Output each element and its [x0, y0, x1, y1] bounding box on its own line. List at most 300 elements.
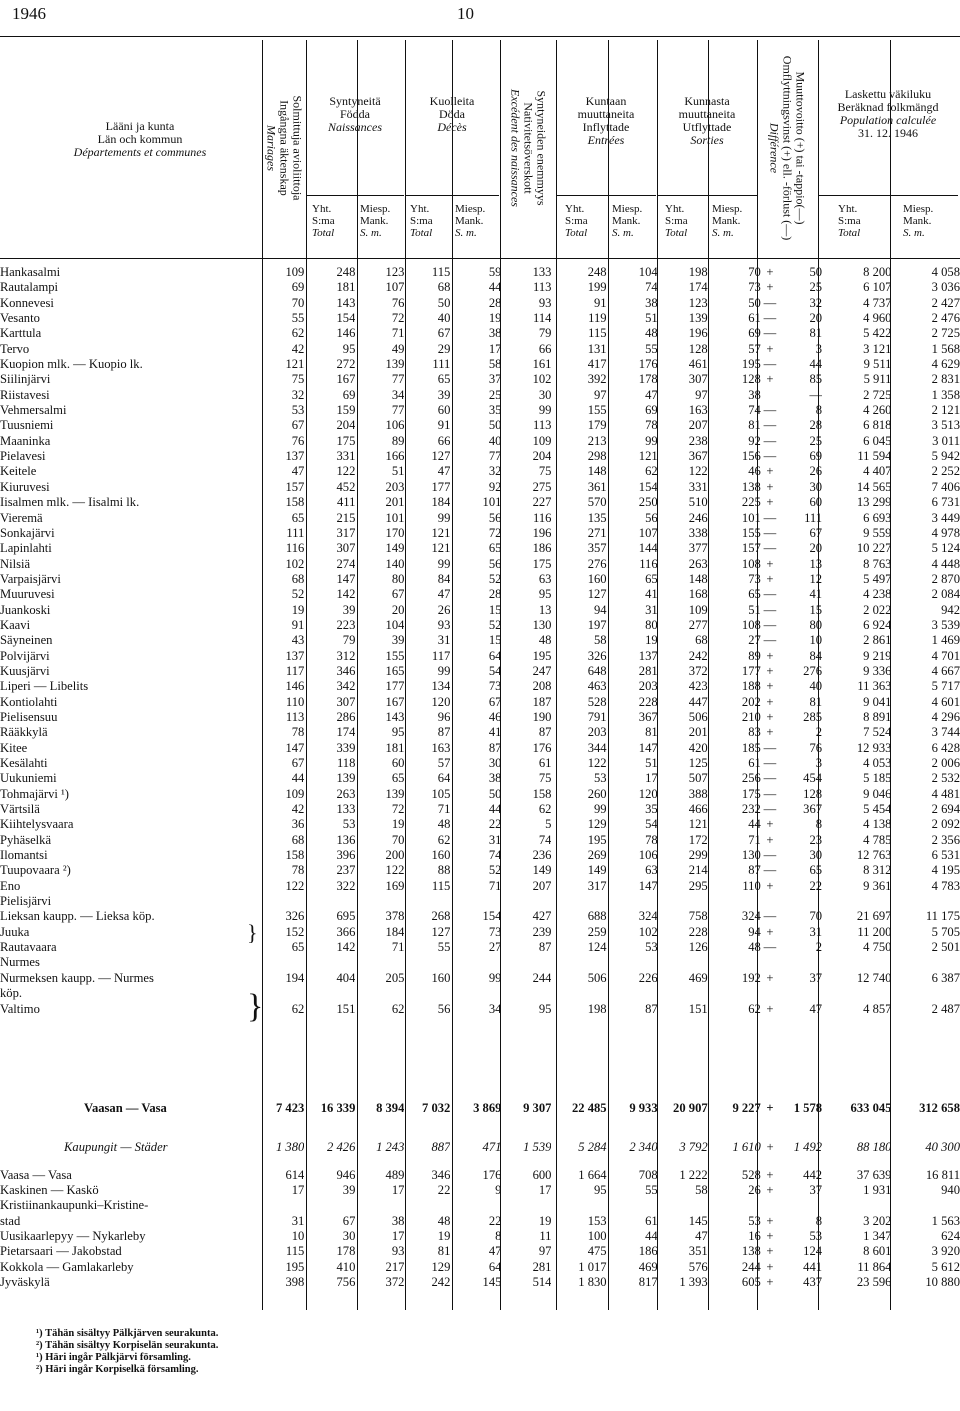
marriages-header-fr: Mariages	[264, 124, 279, 171]
page-number: 10	[457, 4, 474, 23]
net-value: 70	[809, 909, 823, 924]
in-total	[551, 1198, 606, 1213]
marriages: 147	[285, 740, 305, 755]
spacer	[0, 1116, 960, 1140]
out-header-fi: Kunnasta muuttaneita	[678, 94, 736, 121]
out-total: 372	[688, 663, 708, 678]
deaths-male: 17	[488, 341, 502, 356]
marriages: 91	[291, 617, 305, 632]
net-value: 30	[809, 479, 823, 494]
out-male: 210	[741, 709, 761, 724]
sub-miesp: Miesp.	[612, 203, 643, 215]
pop-total: 3 121	[863, 341, 892, 356]
in-header	[556, 95, 656, 147]
marriages: 76	[291, 433, 305, 448]
net-sign: +	[766, 1259, 774, 1274]
out-male: 16	[748, 1228, 761, 1243]
net-value: 20	[809, 541, 823, 556]
municipality-name: Kesälahti	[0, 756, 48, 770]
births-total: 307	[336, 541, 356, 556]
municipality-name: Lieksan kaupp. — Lieksa köp.	[0, 909, 155, 924]
net-value	[779, 894, 822, 909]
pop-male: 3 513	[931, 418, 960, 433]
deaths-total	[404, 955, 450, 970]
excess: 113	[533, 280, 552, 295]
deaths-total: 163	[431, 740, 451, 755]
pop-total: 4 260	[863, 403, 892, 418]
births-total: 307	[336, 694, 356, 709]
deaths-male: 67	[488, 694, 502, 709]
cities-rows	[0, 1168, 960, 1291]
deaths-male: 37	[488, 372, 502, 387]
out-total: 510	[688, 495, 708, 510]
in-total: 195	[587, 832, 607, 847]
table-row	[0, 464, 960, 479]
table-row	[0, 909, 960, 924]
in-male: 176	[638, 357, 658, 372]
births-total: 272	[336, 357, 356, 372]
municipality-name: Juuka	[0, 924, 30, 939]
out-male: 175	[741, 786, 761, 801]
out-male: 232	[741, 802, 761, 817]
out-total: 174	[688, 280, 708, 295]
out-total: 331	[688, 479, 708, 494]
main-rows	[0, 265, 960, 1017]
births-total: 223	[336, 617, 356, 632]
births-total: 181	[336, 280, 356, 295]
out-total: 377	[688, 541, 708, 556]
out-male: 177	[741, 663, 761, 678]
marriages: 326	[285, 909, 305, 924]
pop-total: 21 697	[856, 909, 892, 924]
municipality-name: Eno	[0, 878, 21, 893]
births-male: 51	[391, 464, 405, 479]
net-sign: +	[766, 1244, 774, 1259]
marriages: 1 380	[275, 1140, 305, 1155]
pop-header-date: 31. 12. 1946	[858, 126, 918, 140]
deaths-total: 129	[431, 1259, 451, 1274]
in-male	[607, 1198, 658, 1213]
table-row	[0, 771, 960, 786]
marriages: 62	[291, 326, 305, 341]
deaths-male: 44	[488, 802, 502, 817]
net-value: 442	[803, 1167, 823, 1182]
pop-total: 8 312	[863, 863, 892, 878]
excess-header	[500, 40, 555, 255]
births-male: 155	[385, 648, 405, 663]
marriages: 117	[285, 663, 305, 678]
births-total: 118	[336, 756, 356, 770]
net-sign: —	[763, 786, 777, 801]
net-sign: +	[766, 464, 774, 479]
pop-male: 4 783	[931, 878, 960, 893]
net-value: 37	[809, 970, 823, 985]
out-total: 47	[695, 1228, 708, 1243]
table-row	[0, 679, 960, 694]
table-row	[0, 848, 960, 863]
net-header	[757, 40, 817, 255]
excess: 13	[538, 602, 552, 617]
sub-sma: S:ma	[312, 215, 335, 227]
excess: 239	[532, 924, 552, 939]
in-total: 417	[587, 357, 607, 372]
excess: 5	[545, 817, 552, 832]
deaths-male: 30	[488, 756, 502, 770]
births-total: 67	[342, 1213, 356, 1228]
out-male: 202	[741, 694, 761, 709]
deaths-male: 145	[482, 1274, 502, 1289]
births-male: 372	[385, 1274, 405, 1289]
table-row	[0, 955, 960, 970]
in-total: 213	[587, 433, 607, 448]
pop-total: 633 045	[850, 1100, 892, 1115]
marriages: 36	[291, 817, 305, 832]
deaths-male: 8	[495, 1228, 502, 1243]
net-value: 111	[804, 510, 823, 525]
out-male: 101	[741, 510, 761, 525]
table-row	[0, 618, 960, 633]
out-total: 388	[688, 786, 708, 801]
deaths-total: 242	[431, 1274, 451, 1289]
deaths-male: 19	[488, 311, 502, 326]
pop-male	[891, 986, 960, 1001]
deaths-male: 41	[488, 725, 502, 740]
out-total	[658, 986, 708, 1001]
deaths-total	[404, 1198, 450, 1213]
deaths-male: 15	[488, 602, 502, 617]
births-male: 203	[385, 479, 405, 494]
municipality-name: Lapinlahti	[0, 541, 52, 556]
births-total: 756	[336, 1274, 356, 1289]
births-male: 169	[385, 878, 405, 893]
in-male	[607, 894, 658, 909]
births-male: 166	[385, 449, 405, 464]
in-male: 116	[639, 556, 658, 571]
excess	[501, 894, 551, 909]
deaths-male: 31	[488, 832, 502, 847]
vaasa-total-rows	[0, 1101, 960, 1116]
pop-total: 7 524	[863, 725, 892, 740]
births-total: 339	[336, 740, 356, 755]
out-male: 528	[741, 1167, 761, 1182]
net-sign: +	[766, 663, 774, 678]
net-value: 454	[803, 771, 823, 786]
out-total: 576	[688, 1259, 708, 1274]
deaths-total: 127	[431, 449, 451, 464]
out-male: 225	[741, 495, 761, 510]
net-header-fr: Différence	[767, 122, 782, 173]
out-male: 195	[741, 357, 761, 372]
footnote-4: ²) Häri ingår Korpiselkä församling.	[36, 1364, 199, 1375]
excess: 61	[538, 756, 552, 770]
pop-male: 4 667	[931, 663, 960, 678]
sub-miesp: Miesp.	[360, 203, 391, 215]
in-male: 469	[638, 1259, 658, 1274]
in-total: 129	[587, 817, 607, 832]
net-value: 41	[809, 587, 823, 602]
municipality-name: Kokkola — Gamlakarleby	[0, 1259, 134, 1274]
deaths-total: 184	[431, 495, 451, 510]
deaths-male: 50	[488, 786, 502, 801]
excess: 227	[532, 495, 552, 510]
municipality-name: Tuupovaara ²)	[0, 863, 71, 878]
out-male: 1 610	[732, 1140, 761, 1155]
births-total: 147	[336, 571, 356, 586]
excess: 247	[532, 663, 552, 678]
municipality-name: Kuopion mlk. — Kuopio lk.	[0, 357, 143, 372]
out-male: 244	[741, 1259, 761, 1274]
out-total: 295	[688, 878, 708, 893]
table-row	[0, 802, 960, 817]
out-male: 9 227	[732, 1100, 761, 1115]
net-sign: +	[766, 1001, 774, 1016]
pop-male: 2 084	[931, 587, 960, 602]
deaths-male: 176	[482, 1167, 502, 1182]
excess: 87	[538, 725, 552, 740]
header-rule	[0, 258, 960, 259]
net-sign: +	[766, 970, 774, 985]
pop-male	[891, 955, 960, 970]
net-sign: +	[766, 280, 774, 295]
region-header-sv: Län och kommun	[97, 132, 183, 146]
in-total: 122	[587, 756, 607, 770]
net-sign	[761, 1198, 779, 1213]
net-sign: —	[763, 449, 777, 464]
pop-total: 4 238	[863, 587, 892, 602]
marriages: 31	[291, 1213, 305, 1228]
pop-header-fi: Laskettu väkiluku	[844, 87, 932, 101]
in-male: 144	[638, 541, 658, 556]
marriages	[253, 894, 304, 909]
pop-male: 2 092	[931, 817, 960, 832]
deaths-total: 47	[437, 464, 451, 479]
deaths-total	[404, 986, 450, 1001]
pop-male: 2 501	[931, 940, 960, 955]
pop-total: 4 407	[863, 464, 892, 479]
marriages: 195	[285, 1259, 305, 1274]
deaths-total: 115	[431, 878, 451, 893]
excess: 130	[532, 617, 552, 632]
pop-total: 6 107	[863, 280, 892, 295]
net-value: 81	[809, 694, 823, 709]
out-total	[658, 955, 708, 970]
births-total: 312	[336, 648, 356, 663]
region-header	[40, 120, 240, 159]
in-total: 153	[587, 1213, 607, 1228]
births-total: 154	[336, 311, 356, 326]
municipality-name: Muuruvesi	[0, 587, 55, 602]
net-sign: +	[766, 648, 774, 663]
deaths-male: 74	[488, 848, 502, 863]
municipality-name: Pyhäselkä	[0, 832, 52, 847]
net-value: 31	[809, 924, 823, 939]
in-total: 392	[587, 372, 607, 387]
births-male: 205	[385, 970, 405, 985]
table-row	[0, 756, 960, 771]
pop-male: 1 568	[931, 341, 960, 356]
births-male: 17	[391, 1182, 405, 1197]
deaths-male	[450, 894, 501, 909]
marriages: 10	[291, 1228, 305, 1243]
excess: 149	[532, 863, 552, 878]
pop-total: 4 053	[863, 756, 892, 770]
out-male: 138	[741, 479, 761, 494]
out-total: 447	[688, 694, 708, 709]
births-total: 175	[336, 433, 356, 448]
births-total: 331	[336, 449, 356, 464]
in-total: 5 284	[578, 1140, 607, 1155]
net-sign: —	[763, 541, 777, 556]
net-value: 12	[809, 571, 823, 586]
in-male: 81	[645, 725, 658, 740]
out-total: 367	[688, 449, 708, 464]
out-total: 148	[688, 571, 708, 586]
municipality-name: Keitele	[0, 464, 37, 479]
out-male: 74	[748, 403, 761, 418]
excess	[501, 1198, 551, 1213]
net-sign: —	[763, 311, 777, 326]
pop-male: 6 428	[931, 740, 960, 755]
sub-mank: Mank.	[612, 215, 641, 227]
municipality-name: Tuusniemi	[0, 418, 54, 433]
excess: 186	[532, 541, 552, 556]
in-male: 48	[645, 326, 658, 341]
table-row	[0, 741, 960, 756]
out-total: 263	[688, 556, 708, 571]
out-total: 121	[688, 817, 708, 832]
net-value	[779, 1198, 822, 1213]
table-row	[0, 986, 960, 1001]
births-total-sub	[312, 203, 335, 239]
pop-male: 3 449	[931, 510, 960, 525]
municipality-name: Vesanto	[0, 311, 40, 326]
excess-header-sv: Nativitetsöverskott	[521, 101, 535, 194]
out-male: 83	[748, 725, 761, 740]
in-male	[607, 986, 658, 1001]
excess: 9 307	[523, 1100, 552, 1115]
marriages: 110	[285, 694, 305, 709]
excess: 48	[538, 633, 552, 648]
births-header-sv: Födda	[340, 107, 370, 121]
births-total: 122	[336, 464, 356, 479]
pop-total: 8 891	[863, 709, 892, 724]
excess: 75	[538, 771, 552, 786]
pop-male: 4 296	[931, 709, 960, 724]
excess: 158	[532, 786, 552, 801]
births-male: 17	[391, 1228, 405, 1243]
out-male: 44	[748, 817, 761, 832]
net-sign: +	[766, 832, 774, 847]
net-value: 32	[809, 295, 823, 310]
deaths-male: 54	[488, 663, 502, 678]
in-total: 298	[587, 449, 607, 464]
excess: 113	[533, 418, 552, 433]
marriages: 113	[285, 709, 305, 724]
in-male: 120	[638, 786, 658, 801]
deaths-total: 48	[437, 1213, 451, 1228]
table-row	[0, 1168, 960, 1183]
pop-male: 1 563	[931, 1213, 960, 1228]
out-male: 51	[748, 602, 761, 617]
in-male: 708	[638, 1167, 658, 1182]
pop-male: 3 011	[932, 433, 960, 448]
in-total: 791	[587, 709, 607, 724]
net-sign: +	[766, 372, 774, 387]
out-male: 38	[748, 387, 761, 402]
pop-total: 8 763	[863, 556, 892, 571]
out-total: 123	[688, 295, 708, 310]
table-row	[0, 418, 960, 433]
excess: 275	[532, 479, 552, 494]
deaths-male: 27	[488, 940, 502, 955]
deaths-total: 99	[437, 663, 451, 678]
births-male: 1 243	[376, 1140, 405, 1155]
table-row	[0, 511, 960, 526]
in-total: 276	[587, 556, 607, 571]
sub-miesp: Miesp.	[903, 203, 934, 215]
deaths-male: 154	[482, 909, 502, 924]
pop-male: 5 717	[931, 679, 960, 694]
pop-total: 4 737	[863, 295, 892, 310]
net-value: 8	[815, 817, 823, 832]
marriages: 152	[285, 924, 305, 939]
in-total: 259	[587, 924, 607, 939]
out-total: 758	[688, 909, 708, 924]
deaths-total: 62	[437, 832, 451, 847]
pop-total: 12 763	[856, 848, 892, 863]
table-row	[0, 971, 960, 986]
municipality-name: Pielavesi	[0, 449, 46, 464]
sub-mank: Mank.	[903, 215, 932, 227]
deaths-total: 346	[431, 1167, 451, 1182]
pop-total: 8 601	[863, 1244, 892, 1259]
municipality-name: Polvijärvi	[0, 648, 50, 663]
deaths-male: 15	[488, 633, 502, 648]
in-total: 506	[587, 970, 607, 985]
table-row	[0, 1244, 960, 1259]
table-row	[0, 357, 960, 372]
pop-total: 4 785	[863, 832, 892, 847]
footnotes	[36, 1328, 218, 1376]
municipality-name: Kuusjärvi	[0, 663, 50, 678]
out-total: 461	[688, 357, 708, 372]
table-row	[0, 894, 960, 909]
footnote-3: ¹) Häri ingår Pälkjärvi församling.	[36, 1352, 191, 1363]
municipality-name: Maaninka	[0, 433, 51, 448]
in-male: 186	[638, 1244, 658, 1259]
pop-total: 9 046	[863, 786, 892, 801]
in-male: 55	[645, 1182, 658, 1197]
in-total: 95	[594, 1182, 607, 1197]
out-total: 1 222	[679, 1167, 708, 1182]
out-total: 423	[688, 679, 708, 694]
statistics-table	[0, 265, 960, 1290]
births-male: 184	[385, 924, 405, 939]
marriages: 65	[291, 940, 305, 955]
deaths-total: 47	[437, 587, 451, 602]
marriages: 42	[291, 802, 305, 817]
table-row	[0, 879, 960, 894]
births-male: 89	[391, 433, 405, 448]
municipality-name: Riistavesi	[0, 387, 50, 402]
deaths-male: 32	[488, 464, 502, 479]
net-sign: —	[763, 802, 777, 817]
births-total: 69	[342, 387, 356, 402]
in-male: 55	[645, 341, 658, 356]
table-row	[0, 725, 960, 740]
net-value: 67	[809, 525, 823, 540]
excess: 600	[532, 1167, 552, 1182]
